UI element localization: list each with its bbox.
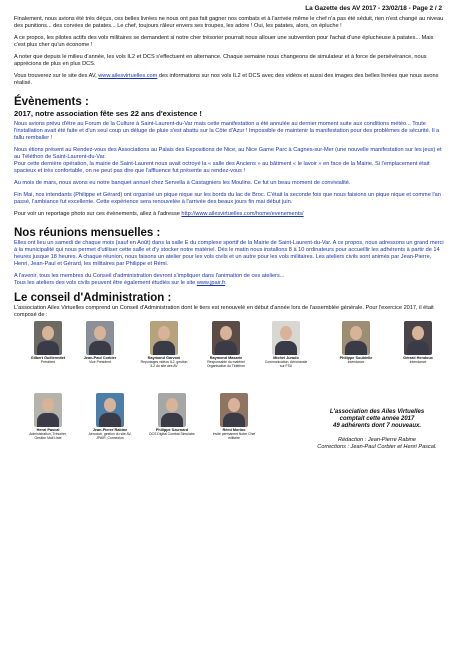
- summary-line-3: 49 adhérents dont 7 nouveaux.: [332, 423, 422, 430]
- member-name: Raymond Masarie: [209, 356, 243, 360]
- member-role: Aéroclub, gestion du site AV, JPAIR, Connexion: [88, 432, 132, 441]
- member-role: Administration, Trésorier, Gestion Mail Liste: [29, 432, 67, 441]
- member-name: Michel Jurado: [273, 356, 299, 360]
- member-card: [148, 393, 196, 436]
- member-card: [394, 321, 442, 364]
- member-name: Gilbert Guillermitet: [30, 356, 66, 360]
- member-role: Vice Président: [89, 360, 111, 365]
- member-photo: [342, 321, 370, 355]
- member-role: Président: [40, 360, 56, 365]
- events-paragraph-2b: Pour cette dernière opération, la mairie de Saint-Laurent nous avait octroyé la « salle des Anciens » au bâtiment « le lavoir » en face de la Mairie. Si l'emplacement était spacieux et très confortable, on ne peut pas dire que l'affluence fut présente au rendez-vous !: [14, 161, 430, 174]
- credits-writer: Rédaction : Jean-Pierre Rabine: [337, 437, 417, 443]
- member-photo: [404, 321, 432, 355]
- member-card: [24, 393, 72, 440]
- events-paragraph-1: Nous avions prévu d'être au Forum de la Culture à Saint-Laurent-du-Var mais cette manifestation a été annulée au dernier moment suite aux conditions météo... Toute l'installation avait été faite et d'un seul coup un déluge de pluie s'est abattu sur la Côte d'Azur ! Impossible de maintenir la manifestation pour des problèmes de sécurité. Il a fallu remballer !: [14, 121, 440, 141]
- member-name: Raymond Garvoni: [147, 356, 181, 360]
- council-paragraph-1: L'association Ailes Virtuelles comprend un Conseil d'Administration dont le tiers est renouvelé en début d'année lors de l'assemblée générale. Pour l'exercice 2017, il était composé de :: [14, 305, 434, 318]
- member-role: Invité permanent Notre Chef militaire: [212, 432, 256, 441]
- credits-corrections: Corrections : Jean-Paul Corbier et Henri Pascal.: [317, 444, 437, 450]
- association-summary: [302, 409, 452, 431]
- member-photo: [86, 321, 114, 355]
- member-role: Intendance: [409, 360, 427, 365]
- council-heading: Le conseil d'Administration :: [14, 292, 172, 304]
- page-header: La Gazette des AV 2017 - 23/02/18 - Page 2 / 2: [305, 5, 442, 12]
- ailesvirtuelles-link[interactable]: www.ailesvirtuelles.com: [98, 73, 158, 79]
- jpair-link[interactable]: www.jpair.fr: [196, 280, 226, 286]
- member-role: Intendance: [347, 360, 365, 365]
- member-card: [210, 393, 258, 440]
- meetings-paragraph-2b: [14, 280, 446, 287]
- events-p5-text: Pour voir un reportage photo sur ces évènements, allez à l'adresse: [14, 211, 182, 217]
- events-paragraph-4: Fin Mai, nos intendants (Philippe et Gérard) ont organisé un pique nique sur les bords du lac de Broc. C'était la seconde fois que nous faisions un pique nique et comme l'an passé, l'ambiance fut excellente. Cette expérience sera renouvelée à l'arrivée des beaux jours fin mai début juin.: [14, 192, 441, 205]
- meetings-p2b-text: Tous les ateliers des vols civils peuvent être également étudiés sur le site: [14, 280, 197, 286]
- intro-p4-text-after: des informations sur nos vols IL2 et DCS avec des vidéos et aussi des images des belles livrées que nous avons réalisé.: [14, 73, 439, 86]
- member-name: Gérard Hendoux: [403, 356, 433, 360]
- intro-p4-text-before: Vous trouverez sur le site des AV,: [14, 73, 99, 79]
- events-paragraph-5: [14, 211, 446, 218]
- member-photo: [34, 321, 62, 355]
- member-card: [202, 321, 250, 368]
- events-paragraph-2a: Nous étions présent au Rendez-vous des Associations au Palais des Expositions de Nice, au Nice Game Parc à Cagnes-sur-Mer (une nouvelle manifestation sur les jeux) et au Téléthon de Saint-Laurent-du-Var.: [14, 147, 442, 160]
- member-role: Reportages vidéos IL2, gestion IL2 du site des AV: [140, 360, 188, 369]
- intro-paragraph-2: A ce propos, les pilotes actifs des vols militaires se demandent si notre cher trésorier pourrait nous allouer une subvention pour l'achat d'une éplucheuse à patates... Mais c'est plus cher qu'un économe !: [14, 35, 434, 48]
- member-card: [86, 393, 134, 440]
- member-name: Jean-Paul Corbier: [83, 356, 117, 360]
- meetings-paragraph-1: Elles ont lieu un samedi de chaque mois (sauf en Août) dans la salle E du complexe sportif de la Mairie de Saint-Laurent-du-Var. A ce propos, nous adressons un grand merci à la municipalité qui nous permet d'utiliser cette salle et d'y stocker notre matériel. Dès le matin nous installons 8 à 10 ordinateurs pour accueillir les adhérents à partir de 14 heures jusque 18 heures. A chaque réunion, nous faisons un atelier pour les vols civils et un autre pour les vols militaires. Les ateliers civils sont animés par Jean-Pierre, Henri, Jean-Paul et Gérard, les militaires par Philippe et Rémi.: [14, 240, 444, 267]
- member-card: [76, 321, 124, 364]
- member-card: [140, 321, 188, 368]
- credits: [302, 437, 452, 451]
- member-photo: [34, 393, 62, 427]
- summary-line-2: comptait cette année 2017: [339, 416, 415, 423]
- summary-line-1: L'association des Ailes Virtuelles: [329, 409, 425, 415]
- member-role: Communication, Aéronavale sur FSX: [264, 360, 308, 369]
- meetings-p2b-after: .: [225, 280, 227, 286]
- member-photo: [158, 393, 186, 427]
- meetings-paragraph-2a: A l'avenir, tous les membres du Conseil d'administration devront s'impliquer dans l'animation de ces ateliers...: [14, 273, 285, 279]
- events-subheading: 2017, notre association fête ses 22 ans d'existence !: [14, 109, 202, 118]
- member-card: [262, 321, 310, 368]
- member-photo: [96, 393, 124, 427]
- member-photo: [150, 321, 178, 355]
- member-photo: [220, 393, 248, 427]
- member-photo: [272, 321, 300, 355]
- member-name: Philippe Soubielle: [339, 356, 373, 360]
- events-paragraph-3: Au mois de mars, nous avons eu notre banquet annuel chez Servella à Castagniers les Moulins. Ce fut un beau moment de convivialité.: [14, 180, 351, 186]
- member-card: [24, 321, 72, 364]
- member-role: DCS Digital Combat Simulator: [149, 432, 195, 437]
- intro-paragraph-1: Finalement, nous avions été très déçus, ces belles livrées ne nous ont pas fait gagner nos combats et à l'arrivée même le chef n'a pas été séduit, rien n'est changé au niveau des punitions... des corvées de patates... Le chef, toujours râleur envers ses troupes, les adore ! Oui, les patates, alors, on épluche !: [14, 16, 444, 29]
- member-photo: [212, 321, 240, 355]
- member-name: Philippe Szurnard: [155, 428, 189, 432]
- member-card: [332, 321, 380, 364]
- intro-paragraph-3: A noter que depuis le milieu d'année, les vols IL2 et DCS s'effectuent en alternance. Chaque semaine nous changeons de simulateur et à force de persévérance, nous apprécions de plus en plus DCS.: [14, 54, 427, 67]
- member-name: Jean-Pierre Rabine: [92, 428, 128, 432]
- intro-paragraph-4: [14, 73, 446, 87]
- events-report-link[interactable]: http://www.ailesvirtuelles.com/home/evenements/: [181, 211, 304, 217]
- meetings-heading: Nos réunions mensuelles :: [14, 227, 161, 239]
- member-role: Responsable du matériel Organisation du Téléthon: [206, 360, 245, 369]
- member-name: Rémi Morino: [222, 428, 246, 432]
- events-heading: Évènements :: [14, 96, 89, 108]
- council-members: [14, 321, 446, 471]
- member-name: Henri Pascal: [36, 428, 60, 432]
